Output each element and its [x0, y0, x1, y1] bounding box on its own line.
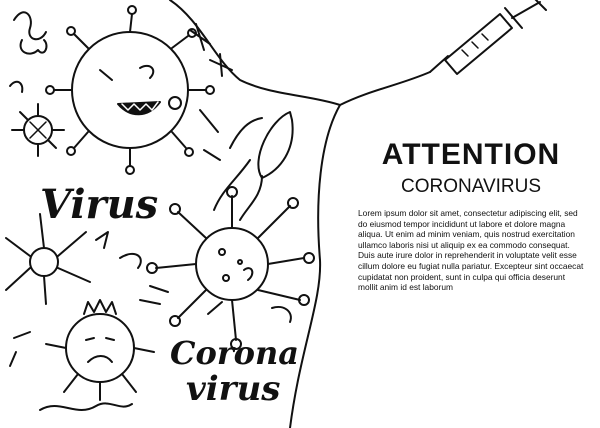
coronavirus-subtitle: CORONAVIRUS [400, 176, 542, 197]
doodle-word-corona: Corona [170, 334, 300, 372]
info-panel [358, 138, 584, 293]
worm-icon [14, 12, 46, 39]
virus-crowned-icon [46, 300, 154, 400]
syringe-icon [430, 0, 546, 74]
doodle-word-virus: Virus [40, 181, 159, 228]
attention-title: ATTENTION [381, 138, 561, 171]
doodle-word-virus2: virus [186, 369, 281, 409]
virus-big-center-icon [147, 187, 314, 349]
virus-small-left-icon [12, 104, 64, 156]
body-text: Lorem ipsum dolor sit amet, consectetur adipiscing elit, sed do eiusmod tempor incididunt ut labore et dolore magna aliqua. Ut enim ad minim veniam, quis nostrud exercitation ullamco laboris nisi ut aliquip ex ea commodo consequat. Duis aute irure dolor in reprehenderit in voluptate velit esse cillum dolore eu fugiat nulla pariatur. Excepteur sint occaecat cupidatat non proident, sunt in culpa qui officia deserunt mollit anim id est laborum [358, 208, 584, 293]
virus-big-top-icon [46, 6, 214, 174]
